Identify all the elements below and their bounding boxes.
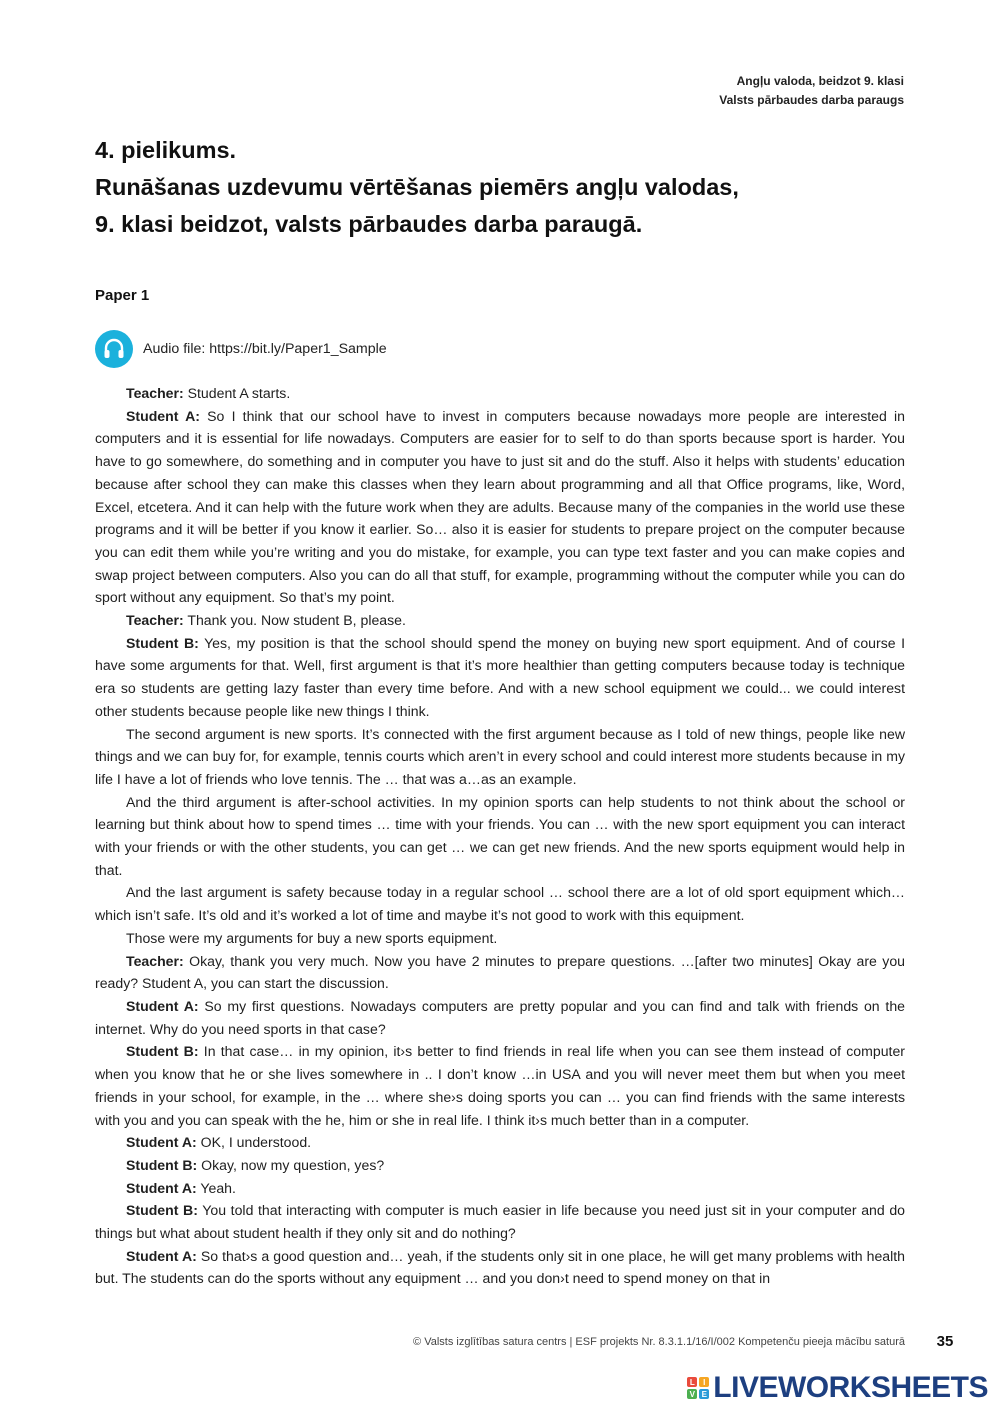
footer-copyright: © Valsts izglītības satura centrs | ESF projekts Nr. 8.3.1.1/16/I/002 Kompetenču pieeja mācību saturā [413,1336,905,1348]
audio-file-row [95,330,387,368]
transcript-paragraph [95,791,905,882]
paper-label: Paper 1 [95,287,150,304]
page-number: 35 [936,1333,954,1350]
speaker-label: Student A: [126,407,200,424]
title-line-3: 9. klasi beidzot, valsts pārbaudes darba paraugā. [95,211,643,237]
transcript-paragraph [95,1177,905,1200]
paragraph-text: The second argument is new sports. It’s connected with the first argument because as I told of new things, people like new things and we can buy for, for example, tennis courts which aren’t in every school and could interest more students because in my life I have a lot of friends who love tennis. The … that was a…as an example. [95,725,905,787]
speaker-label: Teacher: [126,612,184,629]
paragraph-text: So that›s a good question and… yeah, if the students only sit in one place, he will get many problems with health but. The students can do the sports without any equipment … and you don›t need to spend money on that in [95,1247,905,1287]
logo-block: L [687,1377,697,1387]
headphones-icon [95,330,133,368]
document-header [719,72,904,110]
logo-block: V [687,1389,697,1399]
transcript [95,382,905,1290]
paragraph-text: Those were my arguments for buy a new sports equipment. [126,929,498,946]
transcript-paragraph [95,382,905,405]
liveworksheets-logo [687,1371,988,1405]
speaker-label: Teacher: [126,385,184,401]
paragraph-text: OK, I understood. [196,1134,312,1151]
transcript-paragraph [95,950,905,995]
title-line-1: 4. pielikums. [95,137,237,163]
paragraph-text: And the last argument is safety because today in a regular school … school there are a lot of old sport equipment which… which isn’t safe. It’s old and it’s worked a lot of time and maybe it’s not good to work with this equipment. [95,884,905,924]
paragraph-text: Okay, now my question, yes? [197,1156,385,1173]
paragraph-text: Okay, thank you very much. Now you have 2 minutes to prepare questions. …[after two minutes] Okay are you ready? Student A, you can start the discussion. [95,952,905,992]
speaker-label: Student B: [126,634,199,651]
headphones-icon-graphic [101,336,127,362]
speaker-label: Student B: [126,1156,198,1173]
speaker-label: Student A: [126,997,199,1014]
transcript-paragraph [95,881,905,926]
speaker-label: Student B: [126,1202,198,1219]
paragraph-text: And the third argument is after-school activities. In my opinion sports can help students to not think about the school or learning but think about how to spend times … time with your friends. You can … with the new sport equipment you can interact with your friends or with the other students, you can get … we can get new friends. And the new sports equipment would help in that. [95,793,905,878]
speaker-label: Student B: [126,1043,199,1060]
logo-block: E [699,1389,709,1399]
paragraph-text: Yes, my position is that the school should spend the money on buying new sport equipment. And of course I have some arguments for that. Well, first argument is that it’s more healthier than getting computers because today is technique era so students are getting lazy faster than every time before. And with a new school equipment we could... we could interest other students because people like new things I think. [95,634,905,719]
audio-file-link[interactable]: Audio file: https://bit.ly/Paper1_Sample [143,341,387,357]
header-subject: Angļu valoda, beidzot 9. klasi [736,74,904,88]
paragraph-text: So I think that our school have to invest in computers because nowadays more people are interested in computers and it is essential for life nowadays. Computers are easier for to self to do than sports because sport is harder. You have to go somewhere, do something and in computer you have to just sit and do the stuff. Also it helps with students’ education because after school they can make this classes when they learn about programming and all that Office programs, like, Word, Excel, etcetera. And it can help with the future work when they are adults. Because many of the companies in the world use these programs and it will be better if you know it earlier. So… also it is easier for students to prepare project on the computer because you can edit them while you’re writing and you do mistake, for example, you can type text faster and you can make copies and swap project between computers. Also you can do all that stuff, for example, programming without the computer while you can do sport without any equipment. So that’s my point. [95,407,905,606]
transcript-paragraph [95,405,905,609]
transcript-paragraph [95,1040,905,1131]
page-title [95,132,915,243]
transcript-paragraph [95,632,905,723]
logo-block: I [699,1377,709,1387]
speaker-label: Student A: [126,1247,197,1264]
transcript-paragraph [95,723,905,791]
paragraph-text: Yeah. [196,1179,236,1196]
transcript-paragraph [95,1154,905,1177]
title-line-2: Runāšanas uzdevumu vērtēšanas piemērs angļu valodas, [95,174,739,200]
transcript-paragraph [95,1131,905,1154]
transcript-paragraph [95,609,905,632]
liveworksheets-wordmark: LIVEWORKSHEETS [713,1371,988,1404]
speaker-label: Student A: [126,1134,197,1151]
transcript-paragraph [95,1199,905,1244]
header-doc-type: Valsts pārbaudes darba paraugs [719,93,904,107]
paragraph-text: Student A starts. [183,385,291,401]
paragraph-text: So my first questions. Nowadays computers are pretty popular and you can find and talk with friends on the internet. Why do you need sports in that case? [95,997,905,1037]
paragraph-text: You told that interacting with computer is much easier in life because you need just sit in your computer and do things but what about student health if they only sit and do nothing? [95,1202,905,1242]
paragraph-text: In that case… in my opinion, it›s better to find friends in real life when you can see them instead of computer when you know that he or she lives somewhere in .. I don’t know …in USA and you will never meet them but when you meet friends in your school, for example, in the … where she›s doing sports you can … you can find friends with the same interests with you and you can speak with the he, him or she in real life. I think it›s much better than in a computer. [95,1043,905,1128]
speaker-label: Student A: [126,1179,197,1196]
liveworksheets-blocks-icon [687,1377,709,1399]
paragraph-text: Thank you. Now student B, please. [183,612,406,629]
transcript-paragraph [95,927,905,950]
transcript-paragraph [95,1245,905,1290]
speaker-label: Teacher: [126,952,184,969]
transcript-paragraph [95,995,905,1040]
